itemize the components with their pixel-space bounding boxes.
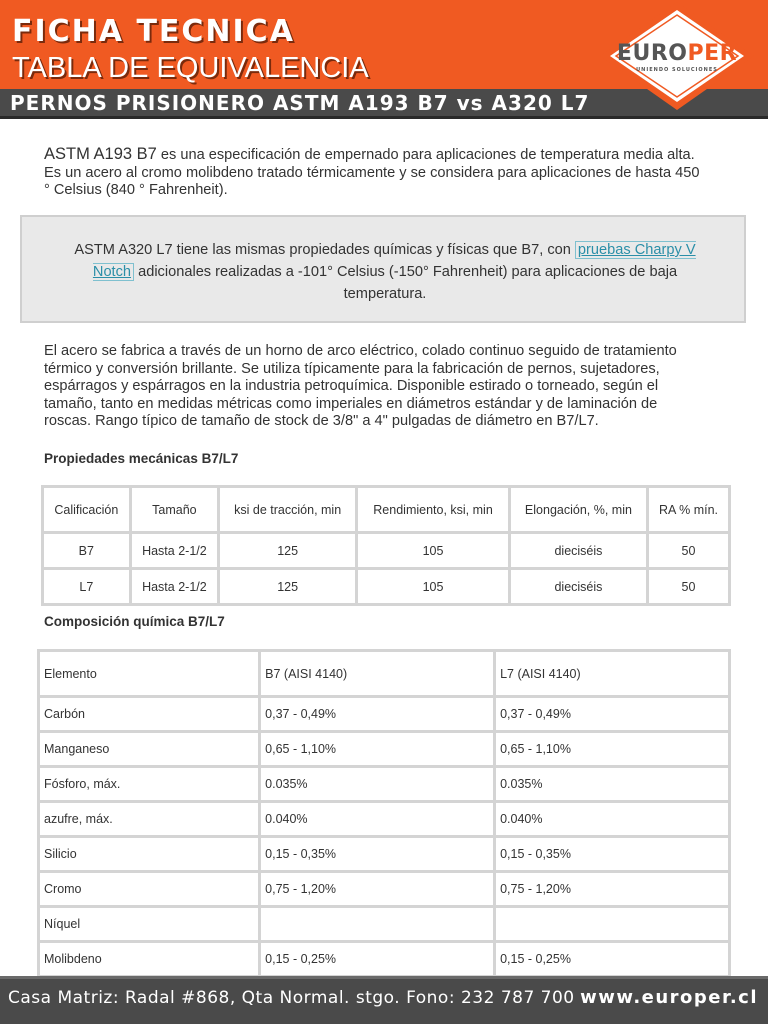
table-cell: 105 (357, 569, 510, 605)
table-cell: 0,15 - 0,25% (495, 942, 730, 977)
intro-text: es una especificación de empernado para aplicaciones de temperatura media alta. Es un acero al cromo molibdeno tratado térmicamente y se considera para aplicaciones de hasta 450 ° Celsius (840 ° Fahrenheit). (44, 147, 700, 198)
table-cell (495, 907, 730, 942)
table-cell: B7 (43, 533, 131, 569)
table-cell: Manganeso (39, 732, 260, 767)
table-cell: 0.040% (495, 802, 730, 837)
table-cell: azufre, máx. (39, 802, 260, 837)
table-cell: Hasta 2-1/2 (130, 533, 218, 569)
table-cell: 0,37 - 0,49% (260, 697, 495, 732)
table-cell: 50 (647, 533, 729, 569)
callout-text (62, 239, 708, 305)
table-header-cell: Calificación (43, 487, 131, 533)
europer-logo (596, 0, 758, 112)
table-cell: dieciséis (509, 533, 647, 569)
table-cell: 0.035% (495, 767, 730, 802)
document-subtitle: TABLA DE EQUIVALENCIA (12, 52, 369, 84)
logo-per-text: PER (687, 41, 738, 66)
table-cell: 125 (219, 533, 357, 569)
table-cell: 50 (647, 569, 729, 605)
table-cell: Silicio (39, 837, 260, 872)
intro-lead: ASTM A193 B7 (44, 145, 157, 163)
table-row (39, 872, 730, 907)
table-cell: 0.040% (260, 802, 495, 837)
document-title: FICHA TECNICA (12, 14, 295, 49)
table-cell: L7 (43, 569, 131, 605)
chemical-section-title: Composición química B7/L7 (44, 614, 225, 629)
table-cell: 105 (357, 533, 510, 569)
table-row (39, 732, 730, 767)
chemical-table (37, 649, 731, 978)
table-header-cell: ksi de tracción, min (219, 487, 357, 533)
table-header-row (39, 651, 730, 697)
table-cell: 125 (219, 569, 357, 605)
description-paragraph: El acero se fabrica a través de un horno de arco eléctrico, colado continuo seguido de tratamiento térmico y conversión brillante. Se utiliza típicamente para la fabricación de pernos, sujetadores, espárragos y espárragos en la industria petroquímica. Disponible estirado o torneado, según el tamaño, tanto en medidas métricas como imperiales en diámetros estándar y de laminación de roscas. Rango típico de tamaño de stock de 3/8" a 4" pulgadas de diámetro en B7/L7. (44, 343, 677, 429)
logo-euro-text: EURO (616, 41, 688, 66)
table-cell: Níquel (39, 907, 260, 942)
table-header-cell: RA % mín. (647, 487, 729, 533)
table-cell: 0,75 - 1,20% (495, 872, 730, 907)
callout-text-after: adicionales realizadas a -101° Celsius (-150° Fahrenheit) para aplicaciones de baja temperatura. (134, 264, 678, 302)
footer-address: Casa Matriz: Radal #868, Qta Normal. stgo. Fono: 232 787 700 (8, 988, 575, 1008)
table-cell: 0,15 - 0,35% (260, 837, 495, 872)
logo-tagline: UNIENDO SOLUCIONES (636, 67, 718, 73)
table-cell: Cromo (39, 872, 260, 907)
table-header-cell: Rendimiento, ksi, min (357, 487, 510, 533)
table-cell: dieciséis (509, 569, 647, 605)
mechanical-section-title: Propiedades mecánicas B7/L7 (44, 451, 239, 466)
table-cell: Molibdeno (39, 942, 260, 977)
table-cell: 0,75 - 1,20% (260, 872, 495, 907)
logo-wordmark (596, 41, 758, 66)
table-row (43, 569, 730, 605)
table-header-cell: Tamaño (130, 487, 218, 533)
product-title: PERNOS PRISIONERO ASTM A193 B7 vs A320 L7 (10, 91, 590, 115)
table-row (39, 837, 730, 872)
table-row (43, 533, 730, 569)
table-header-cell: B7 (AISI 4140) (260, 651, 495, 697)
charpy-link[interactable]: pruebas Charpy V Notch (92, 242, 696, 280)
table-cell: Fósforo, máx. (39, 767, 260, 802)
table-header-cell: Elemento (39, 651, 260, 697)
table-cell: 0,37 - 0,49% (495, 697, 730, 732)
table-cell: 0,65 - 1,10% (495, 732, 730, 767)
table-row (39, 697, 730, 732)
table-row (39, 942, 730, 977)
mechanical-table (41, 485, 731, 606)
table-cell: 0,15 - 0,25% (260, 942, 495, 977)
table-cell: Carbón (39, 697, 260, 732)
table-cell (260, 907, 495, 942)
table-header-cell: Elongación, %, min (509, 487, 647, 533)
intro-paragraph (44, 146, 704, 200)
table-cell: 0.035% (260, 767, 495, 802)
callout-text-before: ASTM A320 L7 tiene las mismas propiedades químicas y físicas que B7, con (74, 242, 575, 258)
table-header-row (43, 487, 730, 533)
table-cell: Hasta 2-1/2 (130, 569, 218, 605)
footer-bar (0, 976, 768, 1024)
table-header-cell: L7 (AISI 4140) (495, 651, 730, 697)
table-row (39, 802, 730, 837)
table-cell: 0,65 - 1,10% (260, 732, 495, 767)
callout-box (20, 215, 746, 323)
table-cell: 0,15 - 0,35% (495, 837, 730, 872)
footer-website[interactable]: www.europer.cl (580, 987, 758, 1008)
table-row (39, 767, 730, 802)
table-row (39, 907, 730, 942)
